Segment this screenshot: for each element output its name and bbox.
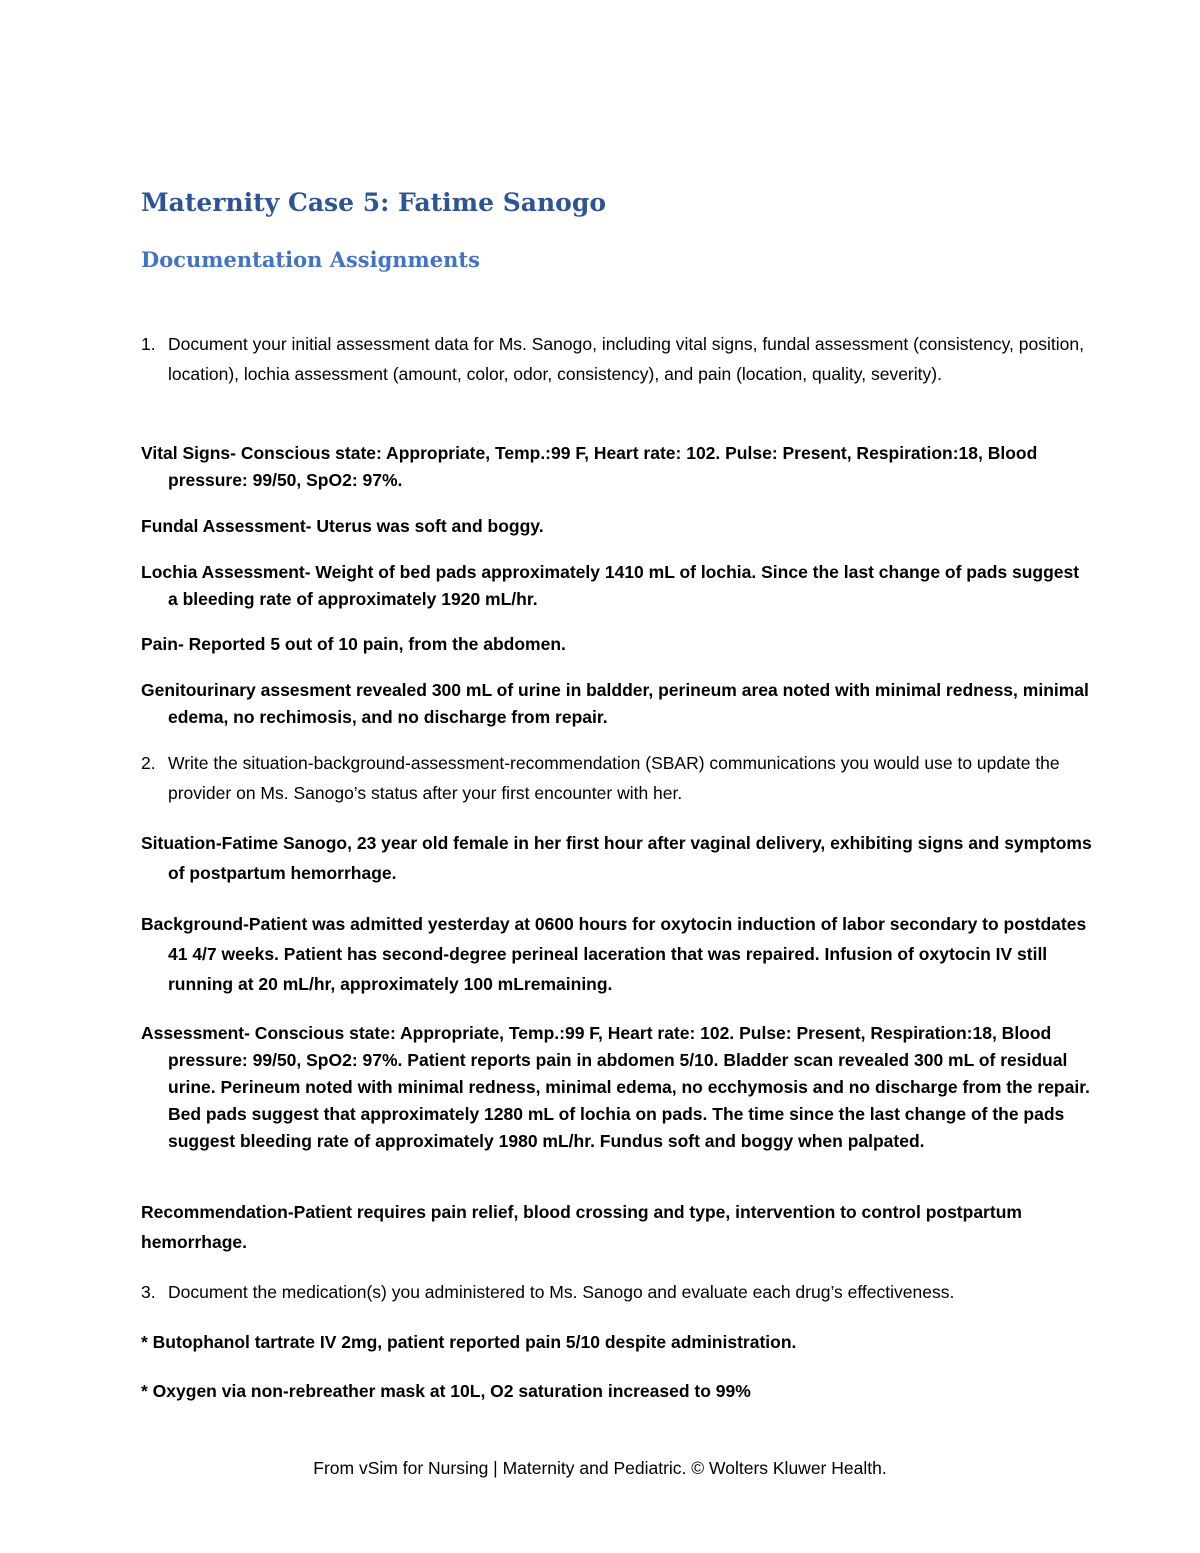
sbar-situation: Situation-Fatime Sanogo, 23 year old female in her first hour after vaginal delivery, exhibiting signs and symptoms of postpartum hemorrhage. — [141, 833, 1092, 883]
sbar-assessment: Assessment- Conscious state: Appropriate, Temp.:99 F, Heart rate: 102. Pulse: Present, Respiration:18, Blood pressure: 99/50, SpO2: 97%. Patient reports pain in abdomen 5/10. Bladder scan revealed 300 mL of residual urine. Perineum noted with minimal redness, minimal edema, no ecchymosis and no discharge from the repair. Bed pads suggest that approximately 1280 mL of lochia on pads. The time since the last change of the pads suggest bleeding rate of approximately 1980 mL/hr. Fundus soft and boggy when palpated. — [141, 1023, 1090, 1151]
question-1-text: Document your initial assessment data for Ms. Sanogo, including vital signs, fundal assessment (consistency, position, location), lochia assessment (amount, color, odor, consistency), and pain (location, quality, severity). — [168, 334, 1084, 384]
question-3-text: Document the medication(s) you administered to Ms. Sanogo and evaluate each drug’s effectiveness. — [168, 1282, 955, 1302]
question-2-number: 2. — [141, 753, 156, 773]
answer-genitourinary: Genitourinary assesment revealed 300 mL of urine in baldder, perineum area noted with minimal redness, minimal edema, no rechimosis, and no discharge from repair. — [141, 680, 1089, 727]
answer-fundal-assessment: Fundal Assessment- Uterus was soft and boggy. — [141, 516, 544, 536]
page-footer: From vSim for Nursing | Maternity and Pediatric. © Wolters Kluwer Health. — [313, 1458, 887, 1478]
answer-vital-signs: Vital Signs- Conscious state: Appropriate, Temp.:99 F, Heart rate: 102. Pulse: Present, Respiration:18, Blood pressure: 99/50, SpO2: 97%. — [141, 443, 1038, 490]
answer-lochia-assessment: Lochia Assessment- Weight of bed pads approximately 1410 mL of lochia. Since the last change of pads suggest a bleeding rate of approximately 1920 mL/hr. — [141, 562, 1080, 609]
sbar-background: Background-Patient was admitted yesterday at 0600 hours for oxytocin induction of labor secondary to postdates 41 4/7 weeks. Patient has second-degree perineal laceration that was repaired. Infusion of oxytocin IV still running at 20 mL/hr, approximately 100 mLremaining. — [141, 914, 1087, 994]
medication-item: * Butophanol tartrate IV 2mg, patient reported pain 5/10 despite administration. — [141, 1332, 797, 1352]
question-2-text: Write the situation-background-assessment-recommendation (SBAR) communications you would use to update the provider on Ms. Sanogo’s status after your first encounter with her. — [168, 753, 1060, 803]
question-1 — [141, 329, 1093, 389]
question-3 — [141, 1277, 1093, 1307]
medication-item: * Oxygen via non-rebreather mask at 10L, O2 saturation increased to 99% — [141, 1381, 751, 1401]
question-3-number: 3. — [141, 1282, 156, 1302]
answer-pain: Pain- Reported 5 out of 10 pain, from the abdomen. — [141, 634, 566, 654]
document-subtitle: Documentation Assignments — [141, 247, 480, 272]
question-2 — [141, 748, 1093, 808]
question-1-number: 1. — [141, 334, 156, 354]
document-title: Maternity Case 5: Fatime Sanogo — [141, 188, 607, 217]
sbar-recommendation: Recommendation-Patient requires pain relief, blood crossing and type, intervention to control postpartum hemorrhage. — [141, 1202, 1022, 1252]
